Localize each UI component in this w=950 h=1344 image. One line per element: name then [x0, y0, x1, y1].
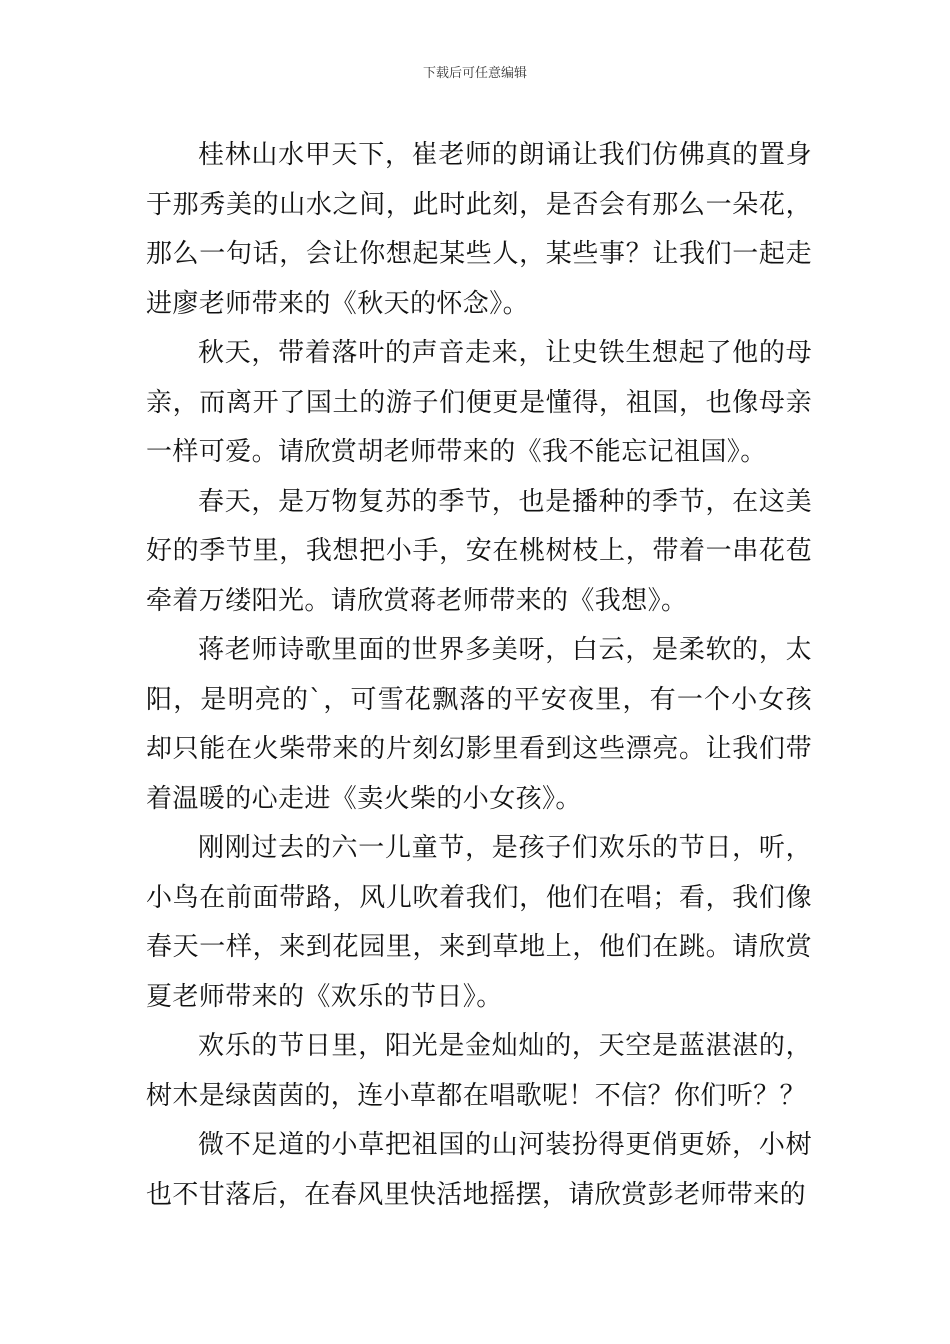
paragraph-4: 蒋老师诗歌里面的世界多美呀，白云，是柔软的，太阳，是明亮的`，可雪花飘落的平安夜里，有一个小女孩却只能在火柴带来的片刻幻影里看到这些漂亮。让我们带着温暖的心走进《卖火柴的小女孩》。: [146, 635, 812, 814]
paragraph-7: 微不足道的小草把祖国的山河装扮得更俏更娇，小树也不甘落后，在春风里快活地摇摆，请欣赏彭老师带来的: [146, 1130, 812, 1210]
paragraph-1: 桂林山水甲天下，崔老师的朗诵让我们仿佛真的置身于那秀美的山水之间，此时此刻，是否会有那么一朵花，那么一句话，会让你想起某些人，某些事？让我们一起走进廖老师带来的《秋天的怀念》。: [146, 140, 812, 319]
paragraph-5: 刚刚过去的六一儿童节，是孩子们欢乐的节日，听，小鸟在前面带路，风儿吹着我们，他们在唱；看，我们像春天一样，来到花园里，来到草地上，他们在跳。请欣赏夏老师带来的《欢乐的节日》。: [146, 833, 812, 1012]
paragraph-2: 秋天，带着落叶的声音走来，让史铁生想起了他的母亲，而离开了国土的游子们便更是懂得，祖国，也像母亲一样可爱。请欣赏胡老师带来的《我不能忘记祖国》。: [146, 338, 812, 467]
page-header: 下载后可任意编辑: [422, 66, 527, 81]
paragraph-3: 春天，是万物复苏的季节，也是播种的季节，在这美好的季节里，我想把小手，安在桃树枝上，带着一串花苞牵着万缕阳光。请欣赏蒋老师带来的《我想》。: [146, 486, 812, 616]
document-body: [146, 131, 812, 1220]
paragraph-6: 欢乐的节日里，阳光是金灿灿的，天空是蓝湛湛的，树木是绿茵茵的，连小草都在唱歌呢！不信？你们听？？: [146, 1031, 812, 1111]
